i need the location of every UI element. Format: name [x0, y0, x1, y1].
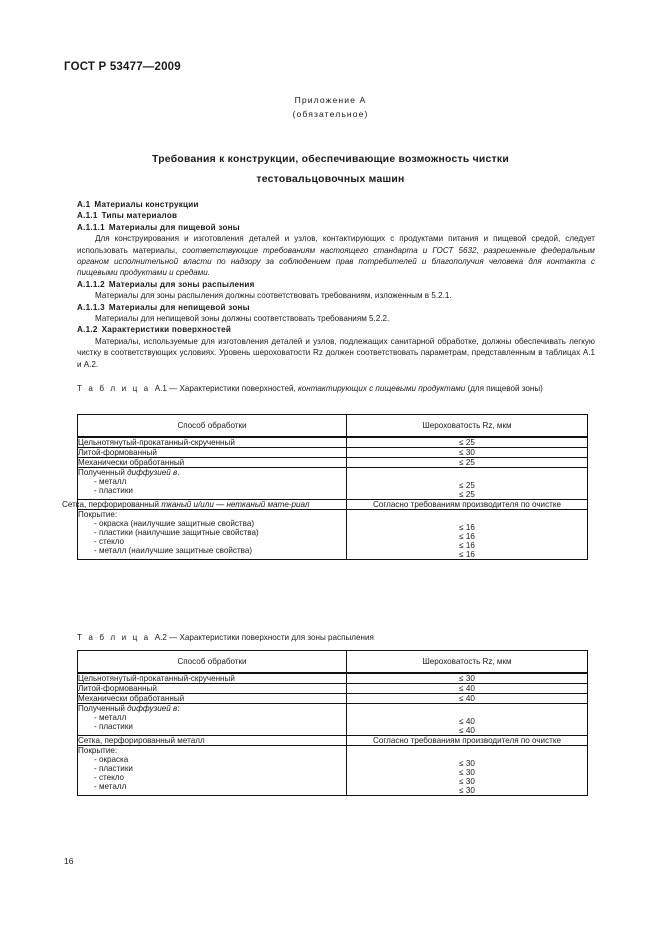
paragraph-a112: Материалы для зоны распыления должны соответствовать требованиям, изложенным в 5.2.1. [95, 291, 452, 301]
paragraph-a111-regular: Для конструирования и изготовления деталей и узлов, контактирующих с продуктами питания и пищевой средой, следует использовать материалы, [77, 234, 595, 255]
heading-a112 [77, 279, 595, 290]
table2-r6-sub-1: - окраска [94, 755, 129, 764]
table1-r2-method: Литой-формованный [78, 448, 347, 458]
table1-header-method: Способ обработки [78, 415, 347, 438]
heading-a111 [77, 222, 595, 233]
table1-r6-value-2: ≤ 16 [459, 532, 475, 541]
table1-r6-sub-4: - металл (наилучшие защитные свойства) [94, 546, 253, 555]
surface-characteristics-spray-zone-table [77, 650, 588, 796]
table2-r4-lead [78, 704, 346, 713]
table2-r6-values [347, 746, 588, 796]
table2-r4-sub-2: - пластики [94, 722, 133, 731]
table-row [78, 510, 588, 560]
table1-r6-values [347, 510, 588, 560]
table2-caption-word: Т а б л и ц а [77, 633, 151, 642]
table1-r4-lead-pre: Полученный [78, 468, 128, 477]
table2-r6-value-3: ≤ 30 [459, 777, 475, 786]
table1-r4-values [347, 468, 588, 500]
table1-r4-sub-2: - пластики [94, 486, 133, 495]
table2-r1-value: ≤ 30 [347, 673, 588, 684]
table1-caption-text-post: (для пищевой зоны) [465, 384, 543, 393]
table2-r4-sub-1: - металл [94, 713, 127, 722]
table1-r6-value-4: ≤ 16 [459, 550, 475, 559]
table2-r6-method [78, 746, 347, 796]
table-row [78, 448, 588, 458]
table1-r4-lead-italic: диффузией в [127, 468, 178, 477]
table2-container [77, 650, 588, 796]
table2-r4-lead-post: : [177, 704, 180, 713]
heading-a112-title: Материалы для зоны распыления [108, 279, 255, 289]
heading-a11-number: А.1.1 [77, 211, 98, 221]
table1-r4-method [78, 468, 347, 500]
table-row [78, 437, 588, 448]
body-content [77, 199, 595, 370]
page-title [64, 150, 597, 190]
table1-r3-method: Механически обработанный [78, 458, 347, 468]
heading-a11 [77, 210, 595, 221]
paragraph-a111 [77, 233, 595, 279]
table2-r3-method: Механически обработанный [78, 694, 347, 704]
heading-a113 [77, 302, 595, 313]
table2-r5-method: Сетка, перфорированный металл [78, 736, 347, 746]
table2-r6-sub-3: - стекло [94, 773, 125, 782]
table2-r4-lead-pre: Полученный [78, 704, 128, 713]
table2-header-row [78, 651, 588, 674]
standard-number-header: ГОСТ Р 53477—2009 [64, 61, 181, 73]
table2-r4-method [78, 704, 347, 736]
table2-r3-value: ≤ 40 [347, 694, 588, 704]
table1-container [62, 414, 588, 560]
table-row [78, 736, 588, 746]
table1-r6-lead: Покрытие: [78, 510, 118, 519]
annex-label: Приложение А [294, 95, 367, 105]
table2-header-roughness: Шероховатость Rz, мкм [347, 651, 588, 674]
table-row [78, 468, 588, 500]
page-title-line-2: тестовальцовочных машин [256, 174, 405, 185]
table1-header-roughness: Шероховатость Rz, мкм [347, 415, 588, 438]
paragraph-a12: Материалы, используемые для изготовления деталей и узлов, подлежащих санитарной обработке, должны обеспечивать легкую чистку в соответствующих условиях. Уровень шероховатости Rz должен соответствовать параметрам, представленным в таблицах А.1 и А.2. [77, 336, 595, 369]
table2-r2-value: ≤ 40 [347, 684, 588, 694]
table1-r6-sub-3: - стекло [94, 537, 125, 546]
table2-header-method: Способ обработки [78, 651, 347, 674]
table2-r4-value-1: ≤ 40 [459, 717, 475, 726]
heading-a11-title: Типы материалов [101, 211, 178, 221]
table1-caption-text-pre: Характеристики поверхностей, [179, 384, 298, 393]
paragraph-a111-italic: соответствующие требованиям настоящего стандарта и ГОСТ 5632, разрешенные федеральным органом исполнительной власти по надзору за соблюдением прав потребителей и благополучия человека для контакта с пищевыми продуктами и средами. [77, 245, 595, 278]
table-row [78, 673, 588, 684]
heading-a111-number: А.1.1.1 [77, 222, 105, 232]
table1-r3-value: ≤ 25 [347, 458, 588, 468]
table1-r6-value-3: ≤ 16 [459, 541, 475, 550]
table2-r5-value: Согласно требованиям производителя по очистке [347, 736, 588, 746]
table1-r4-value-1: ≤ 25 [459, 481, 475, 490]
table-row [78, 694, 588, 704]
table2-caption [77, 632, 595, 643]
table1-r4-lead-post: . [177, 468, 180, 477]
table1-header-row [78, 415, 588, 438]
table1-caption-dash: — [169, 384, 178, 393]
table-row [78, 684, 588, 694]
table2-caption-dash: — [169, 633, 178, 642]
annex-mandatory-note: (обязательное) [292, 109, 369, 119]
heading-a1-title: Материалы конструкции [94, 200, 199, 209]
table1-r4-value-2: ≤ 25 [459, 490, 475, 499]
table1-r4-lead [78, 468, 346, 477]
heading-a1-number: А.1 [77, 200, 91, 209]
page-title-line-1: Требования к конструкции, обеспечивающие возможность чистки [152, 154, 509, 165]
table2-r1-method: Цельнотянутый-прокатанный-скрученный [78, 673, 347, 684]
surface-characteristics-food-zone-table [62, 414, 588, 560]
table1-caption-number: А.1 [154, 384, 167, 393]
table1-r6-method [78, 510, 347, 560]
heading-a12-number: А.1.2 [77, 325, 98, 335]
table1-caption-text-italic: контактирующих с пищевыми продуктами [297, 384, 466, 393]
table1-r5-method-pre: Сетка, перфорированный [62, 500, 162, 509]
heading-a111-title: Материалы для пищевой зоны [108, 222, 240, 232]
table1-r6-value-1: ≤ 16 [459, 523, 475, 532]
table-row [78, 458, 588, 468]
heading-a12-title: Характеристики поверхностей [101, 325, 232, 335]
table2-caption-number: А.2 [154, 633, 167, 642]
table2-r6-sub-4: - металл [94, 782, 127, 791]
heading-a113-title: Материалы для непищевой зоны [108, 302, 250, 312]
table1-r6-sub-1: - окраска (наилучшие защитные свойства) [94, 519, 255, 528]
heading-a113-number: А.1.1.3 [77, 302, 105, 312]
table1-caption [77, 383, 595, 394]
table1-r5-value: Согласно требованиям производителя по очистке [347, 500, 588, 510]
table1-r5-method-italic: тканый и/или — нетканый мате-риал [161, 500, 310, 509]
table2-r4-lead-italic: диффузией в [127, 704, 178, 713]
heading-a12 [77, 324, 595, 335]
table2-r6-value-2: ≤ 30 [459, 768, 475, 777]
table2-r4-values [347, 704, 588, 736]
table2-r6-lead: Покрытие: [78, 746, 118, 755]
table2-caption-text: Характеристики поверхности для зоны распыления [179, 633, 374, 642]
table2-r2-method: Литой-формованный [78, 684, 347, 694]
table1-r4-sub-1: - металл [94, 477, 127, 486]
table2-r6-value-4: ≤ 30 [459, 786, 475, 795]
table1-r1-value: ≤ 25 [347, 437, 588, 448]
table1-r1-method: Цельнотянутый-прокатанный-скрученный [78, 437, 347, 448]
table1-r5-method [62, 500, 347, 510]
heading-a1 [77, 199, 595, 210]
table2-r6-sub-2: - пластики [94, 764, 133, 773]
table2-r4-value-2: ≤ 40 [459, 726, 475, 735]
page-number: 16 [64, 856, 74, 866]
table2-r6-value-1: ≤ 30 [459, 759, 475, 768]
table-row [78, 746, 588, 796]
table1-r6-sub-2: - пластики (наилучшие защитные свойства) [94, 528, 259, 537]
table-row [78, 500, 588, 510]
table-row [78, 704, 588, 736]
annex-heading [0, 93, 661, 121]
table1-caption-word: Т а б л и ц а [77, 384, 151, 393]
heading-a112-number: А.1.1.2 [77, 279, 105, 289]
table1-r2-value: ≤ 30 [347, 448, 588, 458]
paragraph-a113: Материалы для непищевой зоны должны соответствовать требованиям 5.2.2. [95, 314, 390, 324]
